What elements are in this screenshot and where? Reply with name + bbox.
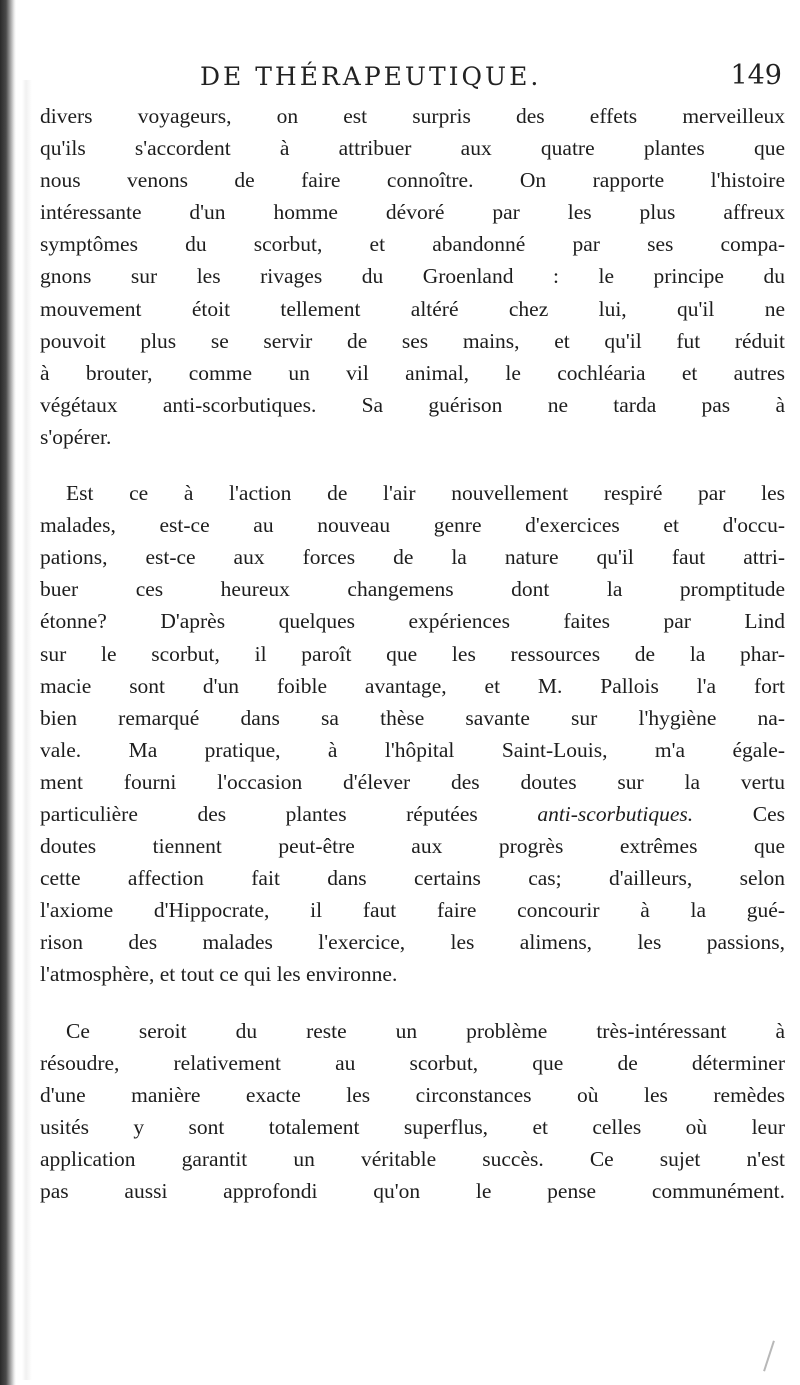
text-line: cette affection fait dans certains cas; d'ailleurs, selon xyxy=(40,866,785,891)
text-line: l'axiome d'Hippocrate, il faut faire concourir à la gué- xyxy=(40,898,785,923)
text-line: particulière des plantes réputées anti-scorbutiques. Ces xyxy=(40,801,785,826)
running-head xyxy=(200,60,782,102)
text-line: usités y sont totalement superflus, et celles où leur xyxy=(40,1114,785,1139)
text-line: végétaux anti-scorbutiques. Sa guérison ne tarda pas à xyxy=(40,392,785,417)
text-line: sur le scorbut, il paroît que les ressources de la phar- xyxy=(40,641,785,666)
text-line: mouvement étoit tellement altéré chez lui, qu'il ne xyxy=(40,296,785,321)
text-line: pouvoit plus se servir de ses mains, et qu'il fut réduit xyxy=(40,328,785,353)
running-head-title: DE THÉRAPEUTIQUE. xyxy=(200,62,542,91)
page-number: 149 xyxy=(730,60,782,91)
italic-term: anti-scorbutiques. xyxy=(537,801,694,826)
text-line: intéressante d'un homme dévoré par les plus affreux xyxy=(40,200,785,225)
text-line: ment fourni l'occasion d'élever des doutes sur la vertu xyxy=(40,769,785,794)
text-line: symptômes du scorbut, et abandonné par ses compa- xyxy=(40,232,785,257)
page-fold xyxy=(22,80,32,1380)
paragraph-2 xyxy=(40,477,785,991)
text-line: pations, est-ce aux forces de la nature qu'il faut attri- xyxy=(40,545,785,570)
paragraph-3 xyxy=(40,1015,785,1208)
text-line: vale. Ma pratique, à l'hôpital Saint-Louis, m'a égale- xyxy=(40,737,785,762)
text-line: macie sont d'un foible avantage, et M. Pallois l'a fort xyxy=(40,673,785,698)
text-line: à brouter, comme un vil animal, le cochléaria et autres xyxy=(40,360,785,385)
paragraph-spacer xyxy=(40,991,785,1015)
paragraph-spacer xyxy=(40,453,785,477)
body-text xyxy=(40,100,785,1207)
text-line: étonne? D'après quelques expériences faites par Lind xyxy=(40,609,785,634)
text-line: gnons sur les rivages du Groenland : le principe du xyxy=(40,264,785,289)
text-line: pas aussi approfondi qu'on le pense communément. xyxy=(40,1179,785,1203)
pencil-mark xyxy=(763,1340,775,1371)
text-line: nous venons de faire connoître. On rapporte l'histoire xyxy=(40,168,785,193)
text-line: l'atmosphère, et tout ce qui les environne. xyxy=(40,962,398,987)
paragraph-1 xyxy=(40,100,785,453)
text-line: qu'ils s'accordent à attribuer aux quatre plantes que xyxy=(40,136,785,161)
page-gutter-shadow xyxy=(0,0,16,1385)
text-line: d'une manière exacte les circonstances où les remèdes xyxy=(40,1082,785,1107)
text-line: Est ce à l'action de l'air nouvellement respiré par les xyxy=(66,481,785,506)
text-line: bien remarqué dans sa thèse savante sur l'hygiène na- xyxy=(40,705,785,730)
text-line: application garantit un véritable succès. Ce sujet n'est xyxy=(40,1146,785,1171)
text-line: Ce seroit du reste un problème très-intéressant à xyxy=(66,1018,785,1043)
text-line: divers voyageurs, on est surpris des effets merveilleux xyxy=(40,104,785,128)
text-line: rison des malades l'exercice, les alimens, les passions, xyxy=(40,930,785,955)
text-line: buer ces heureux changemens dont la promptitude xyxy=(40,577,785,602)
text-line: malades, est-ce au nouveau genre d'exercices et d'occu- xyxy=(40,513,785,538)
text-line: doutes tiennent peut-être aux progrès extrêmes que xyxy=(40,834,785,859)
text-line: résoudre, relativement au scorbut, que de déterminer xyxy=(40,1050,785,1075)
text-line: s'opérer. xyxy=(40,424,112,449)
